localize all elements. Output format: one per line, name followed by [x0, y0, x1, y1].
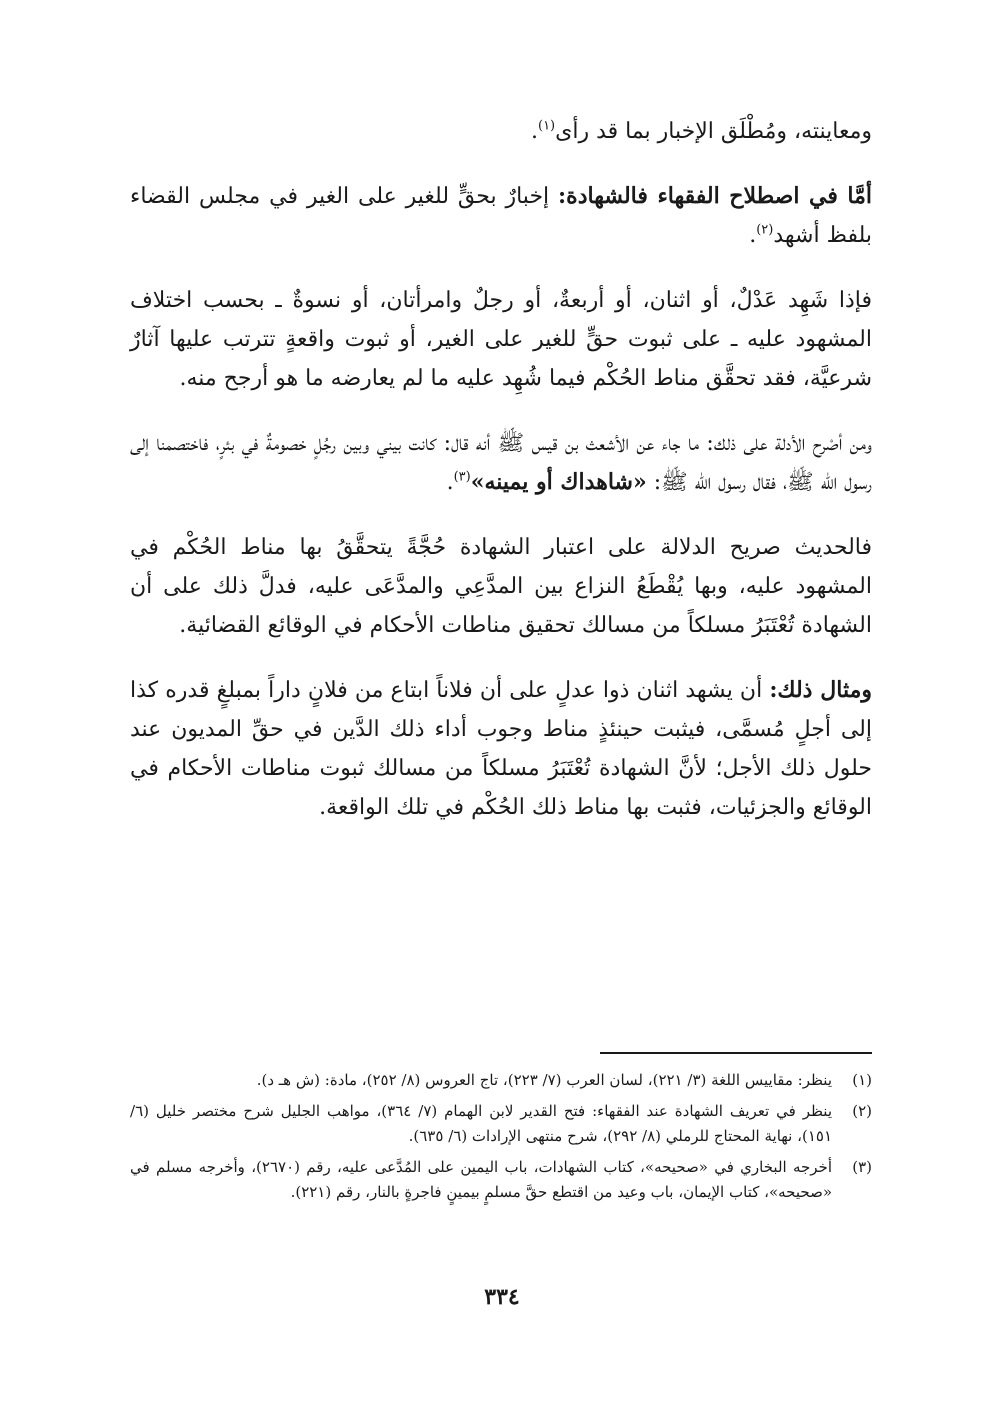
page-body — [130, 100, 872, 853]
footnote-number: (٣) — [852, 1158, 872, 1176]
footnote-number: (٢) — [852, 1102, 872, 1120]
footnote-1 — [130, 1068, 872, 1093]
footnote-divider — [600, 1052, 872, 1054]
footnote-ref-1[interactable]: (١) — [537, 118, 556, 134]
footnote-number: (١) — [852, 1071, 872, 1089]
paragraph-2 — [130, 177, 872, 255]
paragraph-2-end: . — [749, 223, 757, 248]
paragraph-5 — [130, 528, 872, 645]
page-number: ٣٣٤ — [484, 1284, 520, 1310]
paragraph-6-text: أن يشهد اثنان ذوا عدلٍ على أن فلاناً ابتاع من فلانٍ داراً بمبلغٍ قدره كذا إلى أجلٍ مُسمَّى، فيثبت حينئذٍ مناط وجوب أداء ذلك الدَّين في حقِّ المديون عند حلول ذلك الأجل؛ لأنَّ الشهادة تُعْتَبَرُ مسلكاً من مسالك ثبوت مناطات الأحكام في الوقائع والجزئيات، فثبت بها مناط ذلك الحُكْم في تلك الواقعة. — [130, 678, 872, 820]
hadith-quote: «شاهداك أو يمينه» — [470, 469, 647, 495]
paragraph-1 — [130, 112, 872, 151]
paragraph-1-end: . — [530, 119, 538, 144]
footnote-text: ينظر: مقاييس اللغة (٣/ ٢٢١)، لسان العرب (٧/ ٢٢٣)، تاج العروس (٨/ ٢٥٢)، مادة: (ش هـ د). — [256, 1071, 832, 1089]
footnote-text: أخرجه البخاري في «صحيحه»، كتاب الشهادات، باب اليمين على المُدَّعى عليه، رقم (٢٦٧٠)، وأخرجه مسلم في «صحيحه»، كتاب الإيمان، باب وعيد من اقتطع حقَّ مسلمٍ بيمينٍ فاجرةٍ بالنار، رقم (٢٢١). — [130, 1158, 833, 1201]
paragraph-4 — [130, 424, 872, 502]
paragraph-3-text: فإذا شَهِد عَدْلٌ، أو اثنان، أو أربعةٌ، أو رجلٌ وامرأتان، أو نسوةٌ ـ بحسب اختلاف المشهود عليه ـ على ثبوت حقٍّ للغير على الغير، أو ثبوت واقعةٍ تترتب عليها آثارٌ شرعيَّة، فقد تحقَّق مناط الحُكْم فيما شُهِد عليه ما لم يعارضه ما هو أرجح منه. — [130, 288, 872, 391]
paragraph-4-text: ومن أصْرح الأدلة على ذلك: ما جاء عن الأشعث بن قيس ﷺ أنه قال: كانت بيني وبين رجُلٍ خصومةٌ في بئرٍ، فاختصمنا إلى رسول الله ﷺ، فقال رسول الله ﷺ: — [130, 431, 872, 495]
paragraph-3 — [130, 281, 872, 398]
footnote-2 — [130, 1099, 872, 1149]
footnotes — [130, 1068, 872, 1211]
footnote-text: ينظر في تعريف الشهادة عند الفقهاء: فتح القدير لابن الهمام (٧/ ٣٦٤)، مواهب الجليل شرح مختصر خليل (٦/ ١٥١)، نهاية المحتاج للرملي (٨/ ٢٩٢)، شرح منتهى الإرادات (٦/ ٦٣٥). — [130, 1102, 833, 1145]
paragraph-5-text: فالحديث صريح الدلالة على اعتبار الشهادة حُجَّةً يتحقَّقُ بها مناط الحُكْم في المشهود عليه، وبها يُقْطَعُ النزاع بين المدَّعِي والمدَّعَى عليه، فدلَّ ذلك على أن الشهادة تُعْتَبَرُ مسلكاً من مسالك تحقيق مناطات الأحكام في الوقائع القضائية. — [130, 535, 872, 638]
footnote-ref-2[interactable]: (٢) — [756, 222, 774, 238]
paragraph-6 — [130, 671, 872, 827]
paragraph-1-text: ومعاينته، ومُطْلَق الإخبار بما قد رأى — [555, 119, 872, 144]
paragraph-2-text: إخبارٌ بحقٍّ للغير على الغير في مجلس القضاء بلفظ أشهد — [130, 184, 872, 248]
example-lead: ومثال ذلك: — [769, 677, 872, 703]
footnote-3 — [130, 1155, 872, 1205]
definition-lead: أمَّا في اصطلاح الفقهاء فالشهادة: — [558, 183, 872, 209]
paragraph-4-end: . — [446, 470, 454, 495]
footnote-ref-3[interactable]: (٣) — [453, 469, 471, 485]
